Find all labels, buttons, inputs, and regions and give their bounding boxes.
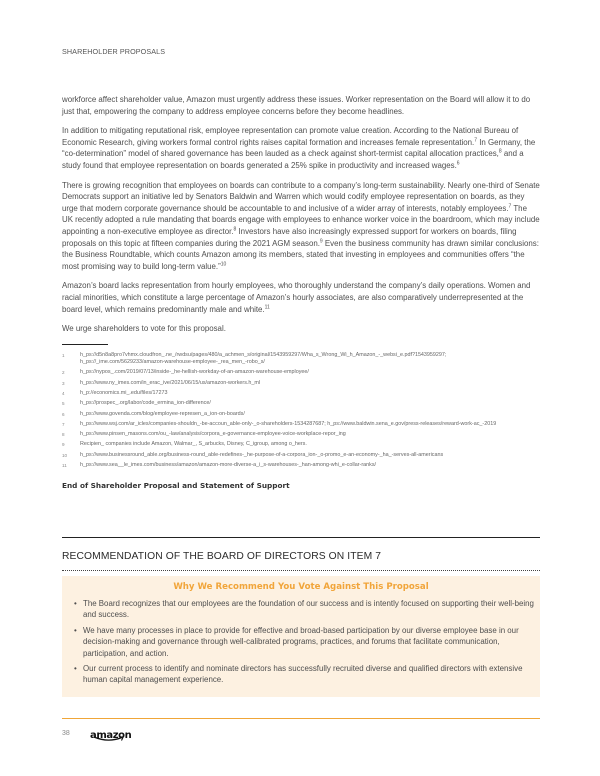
footnote-link[interactable]: h_ps://nypos_.com/2019/07/13/inside-_he-hellish-workday-of-an-amazon-warehouse-employee/ xyxy=(80,369,309,376)
footnote-ref: 7 xyxy=(474,137,478,144)
footnote-link[interactable]: h_ps://www.sea__le_imes.com/business/amazon/amazon-more-diverse-a_i_s-warehouses-_han-among-whi_e-collar-ranks/ xyxy=(80,462,377,469)
footnote: 7 h_ps://www.wsj.com/ar_icles/companies-shouldn_-be-accoun_able-only-_o-shareholders-1534287687; h_ps://www.baldwin.sena_e.gov/press-releases/reward-work-ac_-2019 xyxy=(62,420,497,427)
footnote: 3 h_ps://www.ny_imes.com/in_erac_ive/2021/06/15/us/amazon-workers.h_ml xyxy=(62,379,261,386)
footnote-link[interactable]: h_ps://www.ny_imes.com/in_erac_ive/2021/06/15/us/amazon-workers.h_ml xyxy=(80,379,261,386)
footnote: 11 h_ps://www.sea__le_imes.com/business/amazon/amazon-more-diverse-a_i_s-warehouses-_han-among-whi_e-collar-ranks/ xyxy=(62,462,377,469)
bullet-icon: • xyxy=(74,664,77,674)
reason-item: • We have many processes in place to provide for effective and broad-based participation by our diverse employee base in our decision-making and governance through well-calibrated programs, practices, and forums that facilitate communication, participation, and action. xyxy=(74,625,519,658)
footnote-link[interactable]: h_p://economics.mi_.edu/files/17273 xyxy=(80,389,168,396)
footnote-link[interactable]: h_ps://www.govenda.com/blog/employee-represen_a_ion-on-boards/ xyxy=(80,410,245,417)
footnote-list xyxy=(62,352,540,470)
board-recommendation-heading: RECOMMENDATION OF THE BOARD OF DIRECTORS ON ITEM 7 xyxy=(62,551,382,562)
reason-item: • The Board recognizes that our employees are the foundation of our success and is intently focused on supporting their well-being and success. xyxy=(74,599,534,620)
footnote-link[interactable]: h_ps://_ime.com/5629233/amazon-warehouse-employee-_rea_men_-robo_s/ xyxy=(80,359,265,366)
amazon-logo xyxy=(90,725,134,745)
dotted-divider xyxy=(62,570,540,571)
paragraph: Amazon’s board lacks representation from hourly employees, who thoroughly understand the company’s daily operations. Women and racial minorities, which constitute a large percentage of Amazon’s hourly associates, are also comparatively underrepresented at the board level, which remains predominantly male and white.$^{11}$ xyxy=(62,281,531,314)
footnote: 6 h_ps://www.govenda.com/blog/employee-represen_a_ion-on-boards/ xyxy=(62,410,245,417)
logo-wordmark: amazon xyxy=(90,730,132,741)
reason-item: • Our current process to identify and nominate directors has successfully recruited diverse and qualified directors with extensive human capital management experience. xyxy=(74,664,523,685)
paragraph: There is growing recognition that employees on boards can contribute to a company’s long-term sustainability. Nearly one-third of Senate Democrats support an initiative led by Senators Baldwin and Warren which would codify employee representation on boards, as they urge that modern corporate governance should be accountable to and inclusive of a wider array of interests, notably employees.$^7$ The UK recently adopted a rule mandating that boards engage with employees to enhance worker voice in the boardroom, which may include appointing a non-executive employee as director.$^8$ Investors have also increasingly expressed support for workers on boards, filing proposals on this topic at fifteen companies during the 2021 AGM season.$^9$ Even the business community has drawn similar conclusions: the Business Roundtable, which counts Amazon among its members, stated that investing in employees and communities offers “the most promising way to build long-term value.”$^{10}$ xyxy=(62,180,540,271)
footnote: 9 Recipien_ companies include Amazon, Walmar_, S_arbucks, Disney, C_igroup, among o_hers. xyxy=(62,441,307,448)
footnote-ref: 6 xyxy=(456,160,460,167)
section-divider xyxy=(62,537,540,538)
footnote-ref: 8 xyxy=(233,226,237,233)
footnote-ref: 9 xyxy=(319,237,323,244)
bullet-icon: • xyxy=(74,625,77,635)
footnote-ref: 7 xyxy=(508,203,512,210)
recommendation-box xyxy=(62,576,540,697)
paragraph: In addition to mitigating reputational risk, employee representation can promote value creation. According to the National Bureau of Economic Research, giving workers formal control rights raises capital formation and increases female representation.$^7$ In Germany, the “co-determination” model of shared governance has been lauded as a check against short-termist capital allocation practices,$^8$ and a study found that employee representation on boards generated a 25% spike in productivity and increased wages.$^6$ xyxy=(62,126,536,170)
recommendation-reasons xyxy=(62,598,540,686)
footnote: 8 h_ps://www.pinsen_masons.com/ou_-law/analysis/corpora_e-governance-employee-voice-workplace-repor_ing xyxy=(62,431,346,438)
bullet-icon: • xyxy=(74,599,77,608)
footnote-link[interactable]: h_ps://d5n8a8pro7vhmx.cloudfron_.ne_/rwdsu/pages/480/a_achmen_s/original/1543959297/Wha_s_Wrong_Wi_h_Amazon_-_websi_e.pdf?1543959297; xyxy=(80,351,447,358)
end-of-proposal-note: End of Shareholder Proposal and Statement of Support xyxy=(62,481,290,491)
paragraph: workforce affect shareholder value, Amazon must urgently address these issues. Worker representation on the Board will allow it to do just that, empowering the company to address employee concerns before they become headlines. xyxy=(62,95,531,116)
footnote-ref: 11 xyxy=(264,303,270,310)
footnote: 2 h_ps://nypos_.com/2019/07/13/inside-_he-hellish-workday-of-an-amazon-warehouse-employee/ xyxy=(62,369,309,376)
footnote-link[interactable]: h_ps://www.wsj.com/ar_icles/companies-shouldn_-be-accoun_able-only-_o-shareholders-1534287687; h_ps://www.baldwin.sena_e.gov/press-releases/reward-work-ac_-2019 xyxy=(80,420,497,427)
running-header: SHAREHOLDER PROPOSALS xyxy=(62,47,166,56)
footnote-link[interactable]: h_ps://www.businessround_able.org/business-round_able-redefines-_he-purpose-of-a-corpora_ion-_o-promo_e-an-economy-_ha_-serves-all-americans xyxy=(80,451,444,458)
footnote-divider xyxy=(62,344,108,345)
footer-divider xyxy=(62,718,540,719)
footnote-link[interactable]: h_ps://www.pinsen_masons.com/ou_-law/analysis/corpora_e-governance-employee-voice-workplace-repor_ing xyxy=(80,431,346,438)
footnote-ref: 8 xyxy=(498,148,502,155)
footnote: 5 h_ps://prospec_.org/labor/code_ermina_ion-difference/ xyxy=(62,400,211,407)
amazon-smile-arrow-icon xyxy=(93,736,127,742)
page-number: 38 xyxy=(62,730,70,737)
footnote: 4 h_p://economics.mi_.edu/files/17273 xyxy=(62,389,168,396)
footnote: 10 h_ps://www.businessround_able.org/business-round_able-redefines-_he-purpose-of-a-corpora_ion-_o-promo_e-an-economy-_ha_-serves-all-americans xyxy=(62,451,444,458)
footnote-ref: 10 xyxy=(220,261,227,268)
paragraph-call-to-vote: We urge shareholders to vote for this proposal. xyxy=(62,324,226,334)
proposal-body xyxy=(62,94,540,490)
recommendation-box-title: Why We Recommend You Vote Against This Proposal xyxy=(173,582,429,592)
footnote-text: Recipien_ companies include Amazon, Walmar_, S_arbucks, Disney, C_igroup, among o_hers. xyxy=(80,441,307,448)
footnote-link[interactable]: h_ps://prospec_.org/labor/code_ermina_ion-difference/ xyxy=(80,400,211,407)
footnote: 1 h_ps://d5n8a8pro7vhmx.cloudfron_.ne_/rwdsu/pages/480/a_achmen_s/original/1543959297/Wha_s_Wrong_Wi_h_Amazon_-_websi_e.pdf?1543959297; h_ps://_ime.com/5629233/amazon-warehouse-employee-_rea_men_-robo_s/ xyxy=(62,351,447,366)
